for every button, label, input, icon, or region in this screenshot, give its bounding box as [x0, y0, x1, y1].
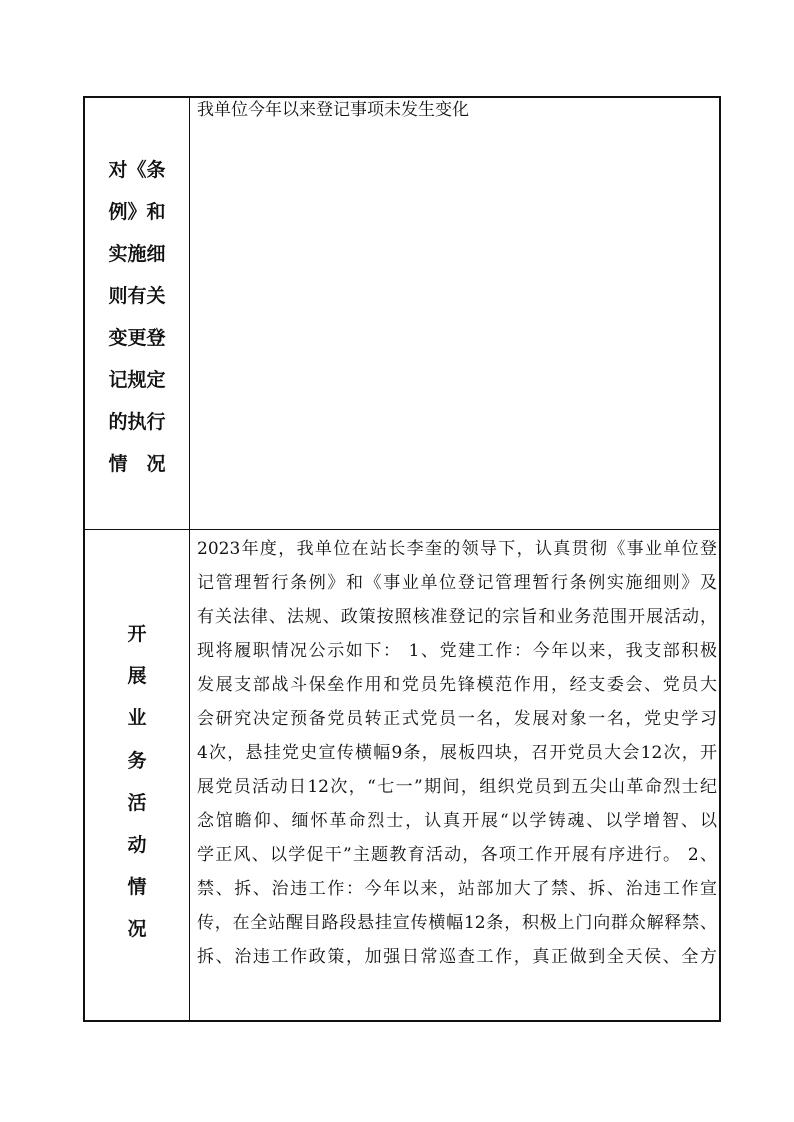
label-line: 例》和 [108, 201, 166, 223]
content-line: 拆、治违工作政策，加强日常巡查工作，真正做到全天侯、全方 [197, 947, 717, 967]
content-line: 念馆瞻仰、缅怀革命烈士，认真开展“以学铸魂、以学增智、以 [197, 811, 717, 831]
row1-label [85, 149, 189, 485]
column-divider [189, 98, 190, 1020]
label-line: 开 [127, 623, 147, 645]
label-line: 的执行 [108, 411, 166, 433]
row2-content [197, 530, 717, 972]
content-line: 现将履职情况公示如下： 1、党建工作：今年以来，我支部积极 [197, 641, 717, 661]
row2-label [85, 613, 189, 951]
label-line: 变更登 [108, 327, 166, 349]
row1-content: 我单位今年以来登记事项未发生变化 [197, 100, 469, 120]
label-line: 实施细 [108, 243, 166, 265]
label-line: 活 [127, 791, 147, 814]
content-line: 2023年度，我单位在站长李奎的领导下，认真贯彻《事业单位登 [197, 539, 717, 559]
label-line: 对《条 [108, 159, 166, 181]
content-line: 会研究决定预备党员转正式党员一名，发展对象一名，党史学习 [197, 709, 717, 729]
registration-table [83, 96, 721, 1022]
content-line: 传，在全站醒目路段悬挂宣传横幅12条，积极上门向群众解释禁、 [197, 913, 717, 933]
label-line: 情 [127, 876, 147, 899]
content-line: 展党员活动日12次，“七一”期间，组织党员到五尖山革命烈士纪 [197, 777, 717, 797]
content-line: 4次，悬挂党史宣传横幅9条，展板四块，召开党员大会12次，开 [197, 743, 717, 763]
content-line: 记管理暂行条例》和《事业单位登记管理暂行条例实施细则》及 [197, 573, 717, 593]
label-line: 业 [127, 707, 147, 730]
content-line: 禁、拆、治违工作：今年以来，站部加大了禁、拆、治违工作宣 [197, 879, 717, 899]
label-line: 展 [127, 665, 147, 688]
label-line: 情 况 [108, 453, 166, 475]
content-line: 有关法律、法规、政策按照核准登记的宗旨和业务范围开展活动， [197, 607, 717, 627]
label-line: 务 [127, 749, 147, 772]
label-line: 记规定 [108, 369, 166, 391]
label-line: 则有关 [108, 285, 166, 307]
label-line: 况 [127, 918, 147, 941]
label-line: 动 [127, 833, 147, 856]
content-line: 发展支部战斗保垒作用和党员先锋模范作用，经支委会、党员大 [197, 675, 717, 695]
content-line: 学正风、以学促干”主题教育活动，各项工作开展有序进行。 2、 [197, 845, 717, 865]
